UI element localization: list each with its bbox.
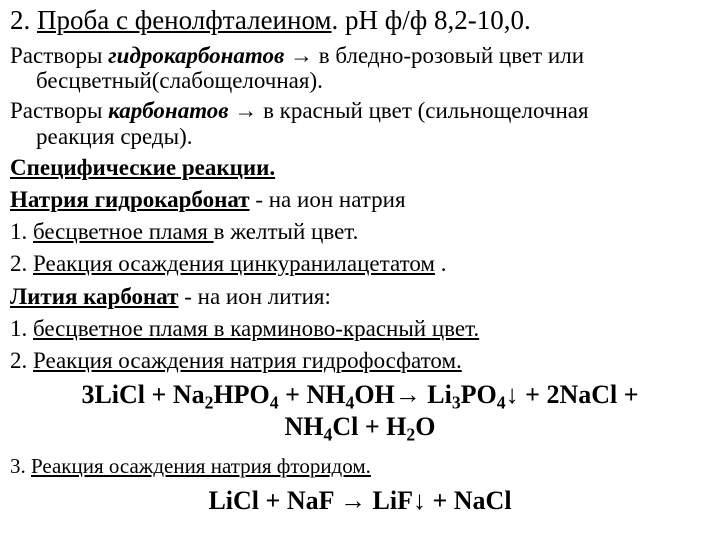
title-number: 2. <box>10 5 31 35</box>
hydrocarbonates-term: гидрокарбонатов <box>108 43 285 68</box>
text-fragment: - на ион натрия <box>249 187 406 212</box>
hydrocarbonate-line <box>10 43 584 68</box>
text-fragment: Растворы <box>10 98 109 123</box>
subscript: 2 <box>406 424 416 445</box>
carbonate-line-cont <box>36 124 193 149</box>
text-fragment: HPO <box>213 380 270 409</box>
equation-1-line-1 <box>0 380 720 413</box>
text-fragment: ↓ + 2NaCl + <box>505 380 639 409</box>
sodium-item-2 <box>10 251 446 276</box>
equation-2: LiCl + NaF → LiF↓ + NaCl <box>208 486 512 515</box>
subscript: 4 <box>345 392 355 413</box>
lithium-item-1 <box>10 316 479 341</box>
text-fragment: O <box>415 412 436 441</box>
text-fragment: бесцветное пламя <box>33 219 214 244</box>
sodium-item-1 <box>10 219 358 244</box>
item-number: 3. <box>10 454 31 478</box>
subscript: 2 <box>204 392 214 413</box>
text-fragment: - на ион лития: <box>178 284 331 309</box>
item-number: 1. <box>10 316 33 341</box>
subscript: 3 <box>451 392 461 413</box>
text-fragment: NH <box>284 412 324 441</box>
item-number: 2. <box>10 348 33 373</box>
text-fragment: реакция среды). <box>36 124 193 149</box>
item-number: 2. <box>10 251 33 276</box>
item-number: 1. <box>10 219 33 244</box>
item-3 <box>10 455 371 478</box>
text-fragment: + NH <box>278 380 346 409</box>
text-fragment: Реакция осаждения цинкуранилацетатом <box>33 251 435 276</box>
title-label: Проба с фенолфталеином <box>37 5 332 35</box>
text-fragment: . <box>434 251 447 276</box>
sodium-line <box>10 187 406 212</box>
title-line <box>10 6 531 36</box>
text-fragment: → в красный цвет (сильнощелочная <box>228 98 589 123</box>
equation-1-line-2 <box>0 412 720 445</box>
text-fragment: OH→ Li <box>354 380 452 409</box>
hydrocarbonate-line-cont <box>36 68 323 93</box>
text-fragment: 3LiCl + Na <box>81 380 205 409</box>
text-fragment: Растворы <box>10 43 109 68</box>
text-fragment: → в бледно-розовый цвет или <box>284 43 585 68</box>
lithium-item-2 <box>10 348 462 373</box>
text-fragment: бесцветное пламя в карминово-красный цвет. <box>33 316 480 341</box>
sodium-name: Натрия гидрокарбонат <box>10 187 250 212</box>
text-fragment: Реакция осаждения натрия гидрофосфатом. <box>33 348 462 373</box>
subscript: 4 <box>269 392 279 413</box>
subscript: 4 <box>496 392 506 413</box>
carbonates-term: карбонатов <box>108 98 229 123</box>
specific-reactions-heading: Специфические реакции. <box>10 155 276 180</box>
lithium-line <box>10 284 331 309</box>
text-fragment: PO <box>460 380 497 409</box>
subscript: 4 <box>323 424 333 445</box>
text-fragment: в желтый цвет. <box>213 219 359 244</box>
lithium-name: Лития карбонат <box>10 284 179 309</box>
title-ph: . рН ф/ф 8,2-10,0. <box>331 5 531 35</box>
carbonate-line <box>10 98 589 123</box>
text-fragment: бесцветный(слабощелочная). <box>36 68 323 93</box>
text-fragment: Cl + H <box>332 412 407 441</box>
text-fragment: Реакция осаждения натрия фторидом. <box>31 454 371 478</box>
